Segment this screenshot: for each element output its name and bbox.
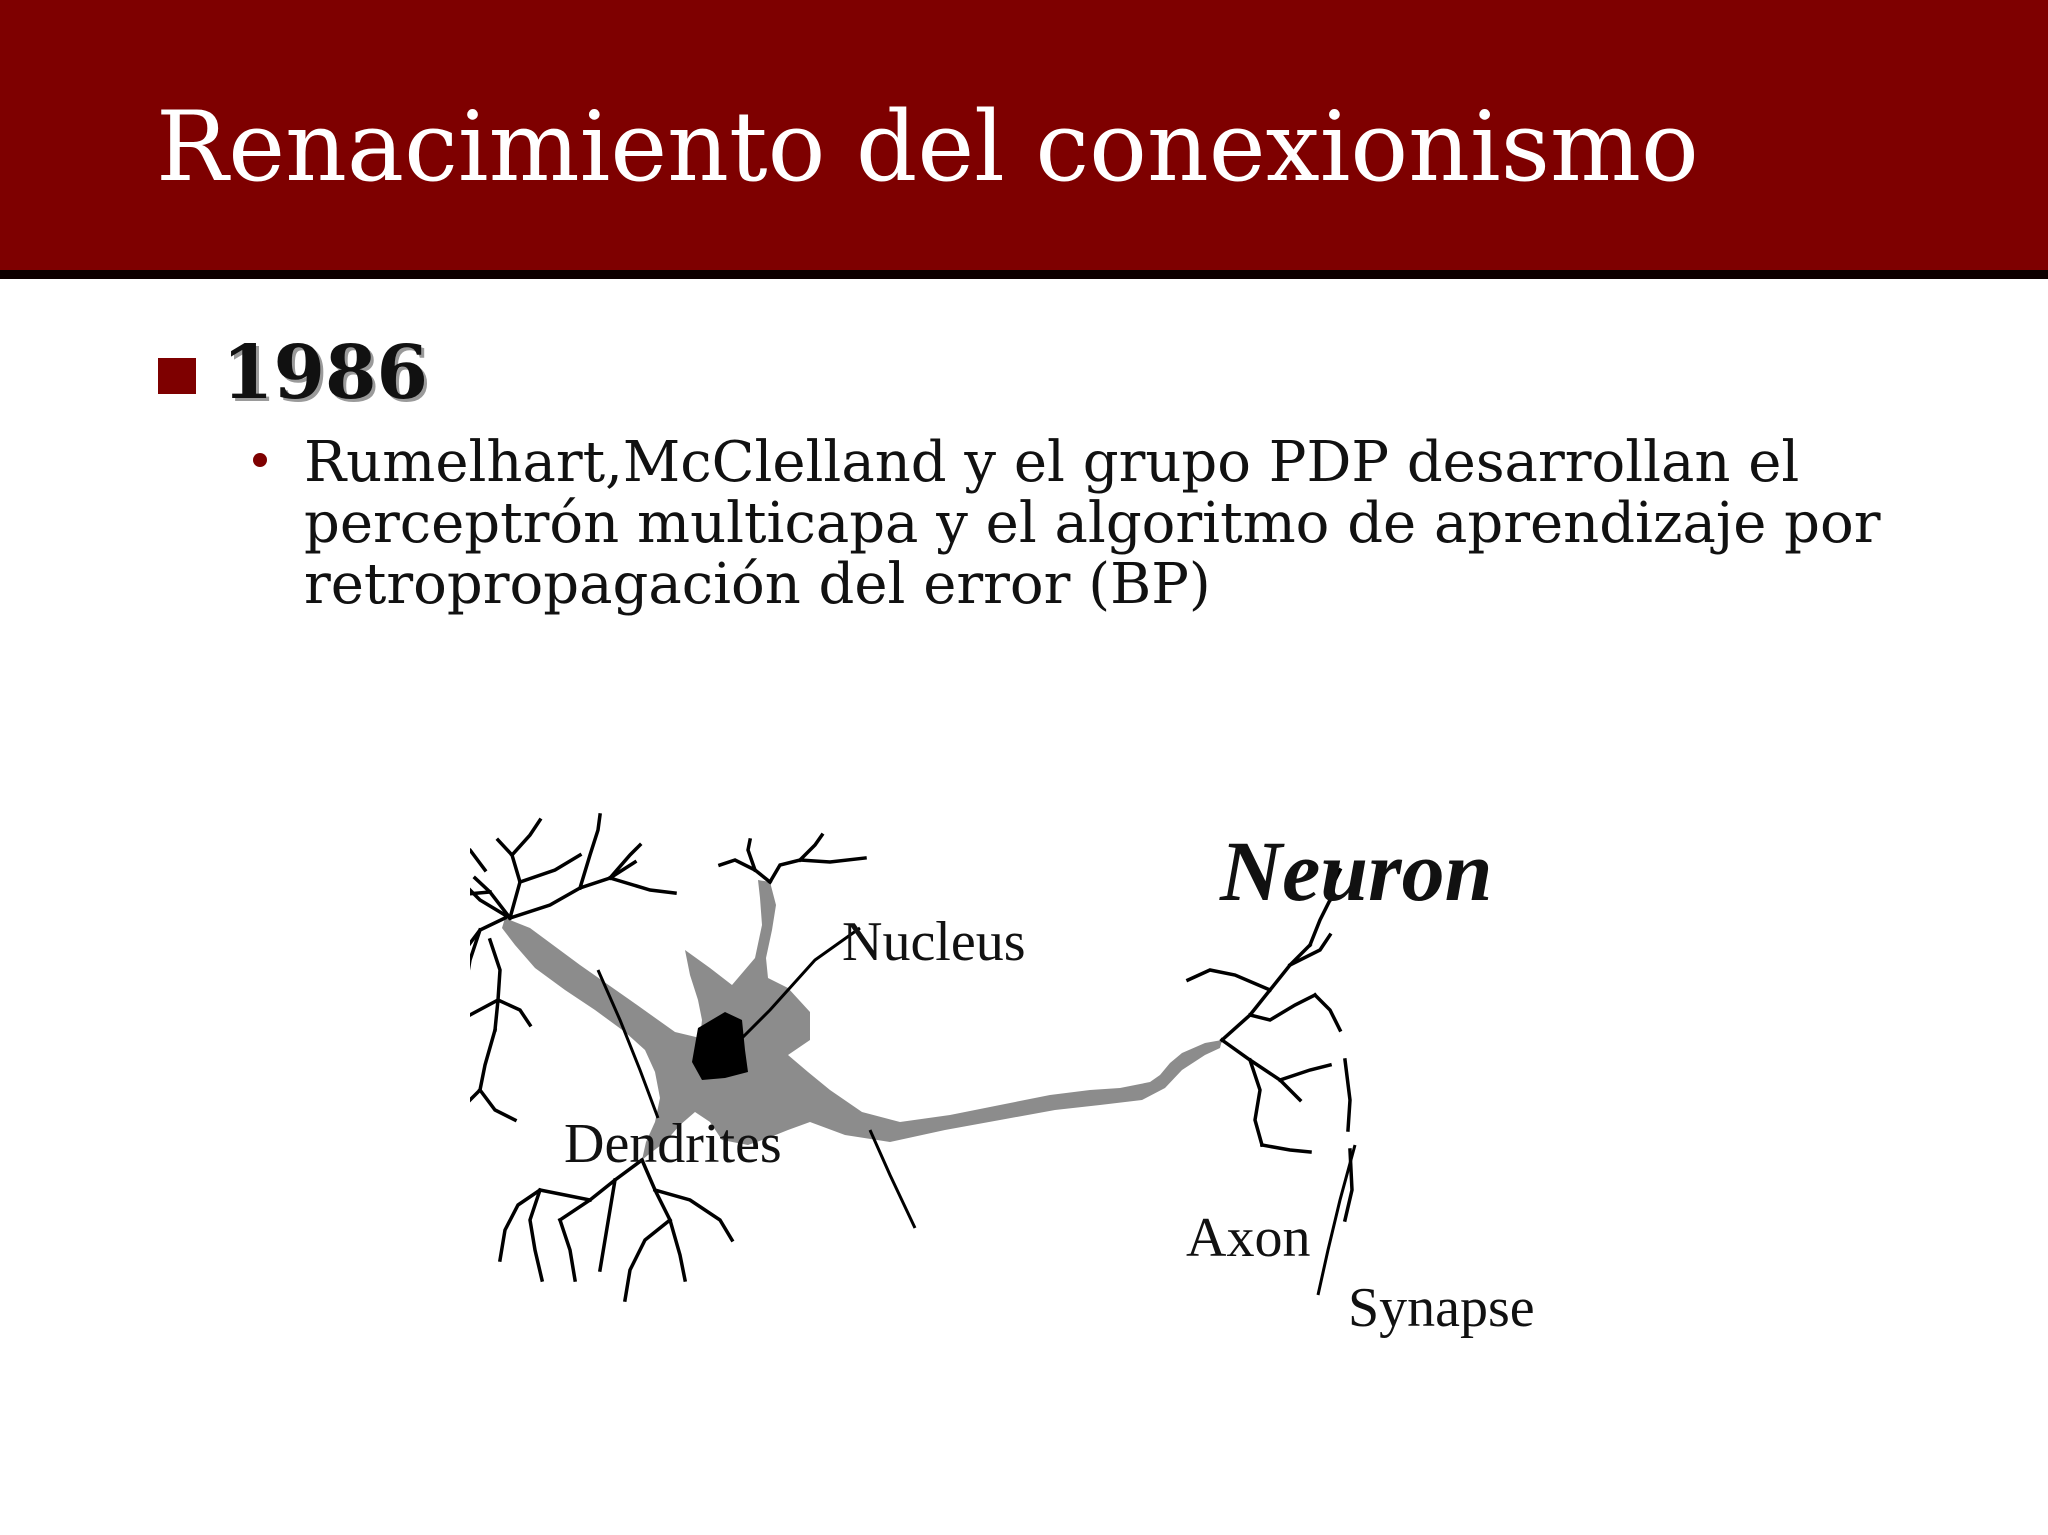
cell-nucleus (692, 1012, 748, 1080)
slide-title: Renacimiento del conexionismo (156, 91, 1699, 203)
round-bullet-icon (253, 453, 267, 467)
sub-bullet-text (304, 432, 1904, 615)
square-bullet-icon (158, 358, 196, 394)
sub-bullet-line: perceptrón multicapa y el algoritmo de aprendizaje por (304, 491, 1881, 556)
nucleus-label: Nucleus (842, 911, 1026, 973)
sub-bullet-line: retropropagación del error (BP) (304, 552, 1211, 617)
title-bar-divider (0, 270, 2048, 279)
diagram-title: Neuron (1220, 823, 1493, 919)
neuron-diagram (470, 800, 1620, 1360)
dendrites-label: Dendrites (564, 1113, 782, 1175)
neuron-illustration (470, 800, 1620, 1360)
synapse-label: Synapse (1348, 1277, 1535, 1339)
axon-label: Axon (1186, 1207, 1311, 1269)
sub-bullet-line: Rumelhart,McClelland y el grupo PDP desarrollan el (304, 430, 1800, 495)
bullet-year: 1986 (222, 330, 428, 416)
